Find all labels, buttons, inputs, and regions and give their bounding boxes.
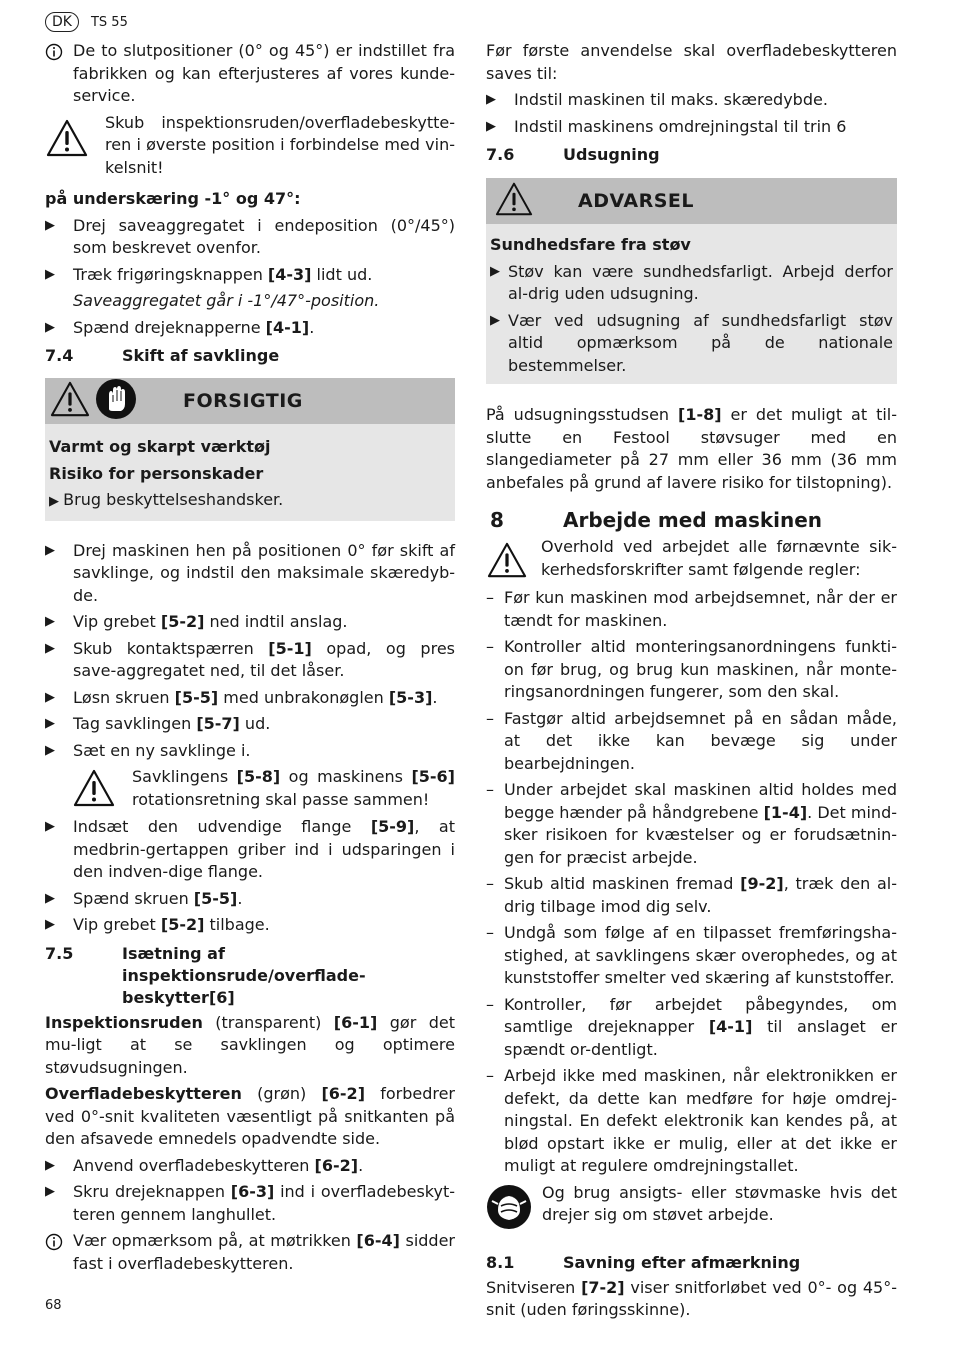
rule-item (486, 587, 897, 632)
arrow-bullet-icon: ▶ (490, 263, 500, 279)
arrow-bullet-icon: ▶ (490, 312, 500, 328)
caution-line: Varmt og skarpt værktøj (49, 437, 271, 456)
warning-inspection (45, 112, 455, 180)
rules-list (486, 587, 897, 1178)
note-text: Og brug ansigts- eller støvmaske hvis det drejer sig om støvet arbejde. (542, 1182, 897, 1224)
warning-title: ADVARSEL (578, 190, 694, 212)
step-text: Skub kontaktspærren [5-1] opad, og pres save-aggregatet ned, til det låser. (73, 638, 455, 680)
section-heading-8: 8 Arbejde med maskinen (490, 508, 823, 532)
caution-box (45, 378, 455, 521)
info-icon (45, 40, 65, 108)
caution-bullet: ▶ Brug beskyttelseshandsker. (49, 490, 284, 509)
gloves-icon (95, 378, 137, 424)
caution-header (45, 378, 455, 424)
undercut-step (45, 264, 455, 287)
step-text: Træk frigøringsknappen [4-3] lidt ud. (73, 264, 373, 284)
blade-step (45, 816, 455, 884)
rule-item (486, 708, 897, 776)
rule-text: Fastgør altid arbejdsemnet på en sådan måde, at det ikke kan bevæge sig under bearbejdningen. (504, 708, 897, 773)
arrow-bullet-icon: ▶ (45, 217, 55, 233)
rule-text: Før kun maskinen mod arbejdsemnet, når der er tændt for maskinen. (504, 588, 897, 630)
rule-item (486, 873, 897, 918)
step-text: Vip grebet [5-2] ned indtil anslag. (73, 612, 348, 631)
note-text: De to slutpositioner (0° og 45°) er indstillet fra fabrikken og kan efterjusteres af vores kunde-service. (73, 41, 455, 105)
info-note-endpositions (45, 40, 455, 108)
extraction-paragraph: På udsugningsstudsen [1-8] er det muligt at til-slutte en Festool støvsuger med en slangediameter på 27 mm eller 36 mm (36 mm anbefales på grund af lavere risiko for tilstopning). (486, 405, 898, 492)
section-heading-7-6: 7.6 Udsugning (486, 145, 660, 164)
step-text: Drej maskinen hen på positionen 0° før skift af savklinge, og indstil den maksimale skæredyb-de. (73, 540, 455, 605)
warning-body (486, 224, 897, 384)
dash-bullet: – (486, 708, 494, 728)
blade-step (45, 611, 455, 634)
rule-text: Under arbejdet skal maskinen altid holdes med begge hænder på håndgrebene [1-4]. Det mind-sker risikoen for kvæstelser og er forudsætnin-gen for præcist arbejde. (504, 780, 897, 867)
arrow-bullet-icon: ▶ (45, 1157, 55, 1173)
warning-triangle-icon (72, 766, 122, 812)
blade-step (45, 638, 455, 683)
arrow-bullet-icon: ▶ (45, 614, 55, 629)
undercut-step (45, 317, 455, 340)
caution-body (45, 424, 455, 521)
warning-triangle-icon (494, 181, 534, 221)
blade-step (45, 540, 455, 608)
section-heading-8-1: 8.1 Savning efter afmærkning (486, 1252, 801, 1272)
blade-step (45, 888, 455, 911)
undercut-heading: på underskæring -1° og 47°: (45, 189, 301, 208)
arrow-bullet-icon: ▶ (45, 716, 55, 731)
left-column (45, 40, 455, 1275)
rule-text: Skub altid maskinen fremad [9-2], træk den al-drig tilbage imod dig selv. (504, 874, 897, 916)
arrow-bullet-icon: ▶ (486, 92, 496, 107)
blade-step (45, 713, 455, 736)
undercut-result: Saveaggregatet går i -1°/47°-position. (73, 291, 380, 310)
rule-item (486, 994, 897, 1062)
info-note-nut (45, 1230, 455, 1275)
arrow-bullet-icon: ▶ (45, 266, 55, 282)
rule-item (486, 1065, 897, 1178)
caution-line: Risiko for personskader (49, 463, 264, 483)
arrow-bullet-icon: ▶ (45, 319, 55, 335)
warning-heading: Sundhedsfare fra støv (490, 235, 691, 254)
mask-note (486, 1182, 897, 1234)
step-text: Løsn skruen [5-5] med unbrakonøglen [5-3]. (73, 687, 438, 707)
rule-text: Arbejd ikke med maskinen, når elektronikken er defekt, da dette kan medføre for høje omdrej-ningstal. En defekt elektronik kan kendes på, at blød opstart ikke er mulig, eller at det ikke er muligt at regulere omdrejningstallet. (504, 1066, 897, 1175)
warning-bullet: ▶ Støv kan være sundhedsfarligt. Arbejd derfor al-drig uden udsugning. (490, 261, 893, 306)
rule-item (486, 779, 897, 869)
right-column (486, 40, 897, 1322)
caution-title: FORSIGTIG (183, 390, 303, 412)
dash-bullet: – (486, 994, 494, 1014)
warning-text: Overhold ved arbejdet alle førnævnte sik-kerhedsforskrifter samt følgende regler: (541, 537, 897, 579)
arrow-bullet-icon: ▶ (45, 742, 55, 758)
step-text: Skru drejeknappen [6-3] ind i overfladebeskyt-teren gennem langhullet. (73, 1182, 455, 1224)
arrow-bullet-icon: ▶ (45, 542, 55, 558)
warning-bullet: ▶ Vær ved udsugning af sundhedsfarligt støv altid opmærksom på de nationale bestemmelser. (490, 310, 893, 378)
warning-box (486, 178, 897, 384)
warning-triangle-icon (49, 380, 91, 422)
arrow-bullet-icon: ▶ (486, 118, 496, 134)
step-text: Drej saveaggregatet i endeposition (0°/45°) som beskrevet ovenfor. (73, 215, 455, 257)
prep-step (486, 116, 897, 139)
undercut-step (45, 215, 455, 260)
model-name: TS 55 (90, 14, 128, 30)
step-text: Spænd skruen [5-5]. (73, 888, 243, 908)
dash-bullet: – (486, 874, 494, 893)
step-text: Vip grebet [5-2] tilbage. (73, 915, 270, 934)
warning-triangle-icon (486, 536, 531, 583)
arrow-bullet-icon: ▶ (45, 689, 55, 705)
step-text: Indsæt den udvendige flange [5-9], at medbrin-gertappen griber ind i udsparingen i den indven-dige flange. (73, 817, 455, 881)
section-heading-7-4: 7.4 Skift af savklinge (45, 346, 280, 365)
rule-item (486, 636, 897, 704)
rule-text: Kontroller, før arbejdet påbegyndes, om samtlige drejeknapper [4-1] til anslaget er spændt or-dentligt. (504, 994, 897, 1059)
protector-step (45, 1181, 455, 1226)
prep-step (486, 89, 897, 112)
step-text: Indstil maskinens omdrejningstal til trin 6 (514, 116, 847, 136)
arrow-bullet-icon: ▶ (45, 640, 55, 656)
protector-step (45, 1155, 455, 1178)
step-text: Anvend overfladebeskytteren [6-2]. (73, 1155, 364, 1175)
dash-bullet: – (486, 588, 494, 607)
dash-bullet: – (486, 637, 494, 656)
rule-item (486, 922, 897, 990)
info-icon (45, 1230, 65, 1275)
rule-text: Undgå som følge af en tilpasset fremføringsha-stighed, at savklingens skær overophedes, og at kunststoffer smelter ved skæring af kunststoffer. (504, 923, 897, 987)
section-heading-7-5: 7.5 Isætning af inspektionsrude/overflade-beskytter[6] (45, 943, 366, 1007)
dash-bullet: – (486, 923, 494, 942)
warning-triangle-icon (45, 112, 95, 180)
sight-paragraph: Snitviseren [7-2] viser snitforløbet ved 0°- og 45°-snit (uden føringsskinne). (486, 1277, 898, 1319)
blade-step (45, 687, 455, 710)
inspection-paragraph: Inspektionsruden (transparent) [6-1] gør det mu-ligt at se savklingen og optimere støvudsugningen. (45, 1012, 455, 1077)
intro-paragraph: Før første anvendelse skal overfladebeskytteren saves til: (486, 41, 897, 83)
dust-mask-icon (486, 1182, 532, 1234)
rule-text: Kontroller altid monteringsanordningens funkti-on før brug, og brug kun maskinen, når monte-ringsanordningen fungerer, som den skal. (504, 637, 897, 701)
warning-text: Savklingens [5-8] og maskinens [5-6] rotationsretning skal passe sammen! (132, 767, 455, 809)
note-text: Vær opmærksom på, at møtrikken [6-4] sidder fast i overfladebeskytteren. (73, 1231, 455, 1273)
blade-step (45, 914, 455, 937)
protector-paragraph: Overfladebeskytteren (grøn) [6-2] forbedrer ved 0°-snit kvaliteten væsentligt på snitkanten på den afsavede emnedels opadvendte side. (45, 1084, 455, 1148)
step-text: Tag savklingen [5-7] ud. (73, 714, 271, 733)
page-number: 68 (45, 1298, 62, 1313)
dash-bullet: – (486, 1066, 494, 1085)
blade-step (45, 740, 455, 763)
arrow-bullet-icon: ▶ (45, 819, 55, 834)
step-text: Indstil maskinen til maks. skæredybde. (514, 90, 828, 109)
language-badge: DK (45, 12, 79, 32)
step-text: Sæt en ny savklinge i. (73, 740, 251, 760)
warning-rules (486, 536, 897, 583)
warning-text: Skub inspektionsruden/overfladebeskytte-ren i øverste position i forbindelse med vin-kelsnit! (105, 112, 455, 177)
arrow-bullet-icon: ▶ (45, 917, 55, 932)
page-header (45, 12, 128, 32)
warning-header (486, 178, 897, 224)
arrow-bullet-icon: ▶ (45, 890, 55, 906)
step-text: Spænd drejeknapperne [4-1]. (73, 317, 315, 337)
warning-rotation (45, 766, 455, 812)
dash-bullet: – (486, 780, 494, 799)
arrow-bullet-icon: ▶ (45, 1184, 55, 1199)
